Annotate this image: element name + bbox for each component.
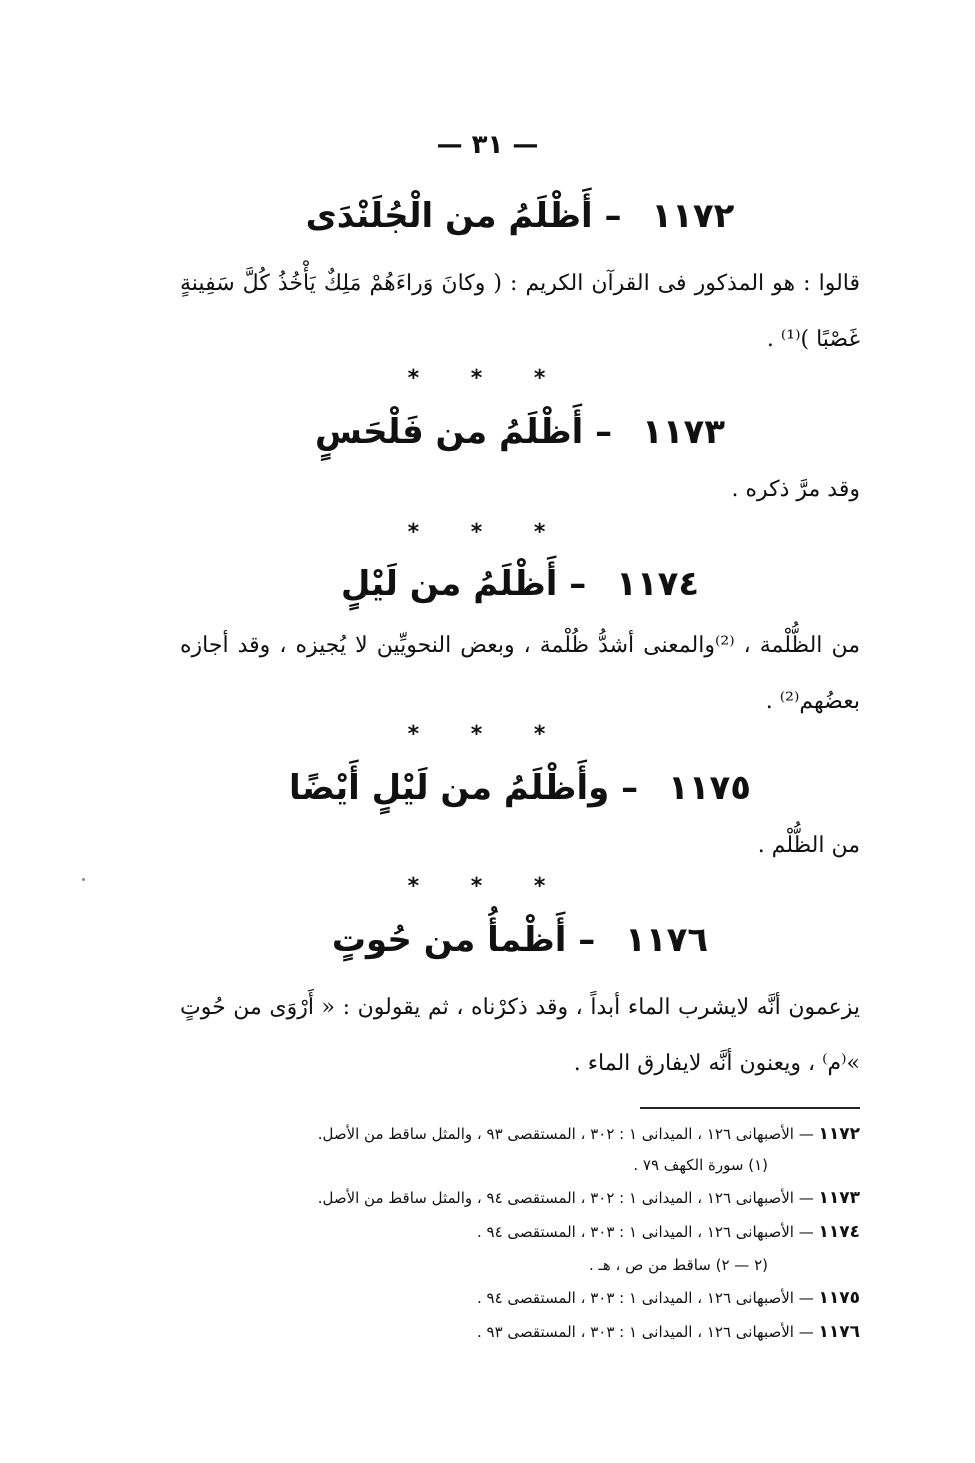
entry-text-1172: قالوا : هو المذكور فى القرآن الكريم : ( وكانَ وَراءَهُمْ مَلِكٌ يَأْخُذُ كُلَّ سَفِينةٍ غَصْبًا )⁽¹⁾ . (180, 271, 860, 352)
entry-title: أَظْلَمُ من فَلْحَسٍ (315, 412, 584, 452)
entry-number: ١١٧٢ (651, 196, 735, 236)
page-number: — ٣١ — (436, 130, 539, 160)
footnote-text: — الأصبهانى ١٢٦ ، الميدانى ١ : ٣٠٣ ، المستقصى ٩٣ . (476, 1323, 814, 1341)
separator-stars: * * * (407, 366, 568, 391)
entry-dash: – (569, 564, 587, 604)
footnote-1176 (180, 1322, 860, 1342)
separator-stars: * * * (407, 874, 568, 899)
footnote-divider (640, 1107, 860, 1109)
entry-dash: – (604, 196, 622, 236)
entry-text-1174: من الظُّلْمة ، ⁽²⁾والمعنى أشدُّ ظُلْمة ، وبعض النحويِّين لا يُجيزه ، وقد أجازه بعضُهم⁽²⁾ . (180, 633, 860, 714)
separator-stars: * * * (407, 722, 568, 747)
entry-heading-1176 (180, 920, 860, 960)
entry-title: أَظْلَمُ من لَيْلٍ (340, 564, 558, 604)
entry-dash: – (578, 920, 596, 960)
entry-text-1175: من الظُّلْم . (757, 833, 860, 858)
footnote-number: ١١٧٣ (818, 1188, 860, 1208)
entry-heading-1172 (180, 196, 860, 236)
entry-text-1173: وقد مرَّ ذكره . (731, 477, 860, 502)
entry-title: وأَظْلَمُ من لَيْلٍ أَيْضًا (289, 768, 610, 808)
scan-speck (82, 878, 85, 881)
entry-number: ١١٧٣ (641, 412, 725, 452)
footnote-1172 (180, 1124, 860, 1144)
footnote-text: — الأصبهانى ١٢٦ ، الميدانى ١ : ٣٠٣ ، المستقصى ٩٤ . (476, 1223, 814, 1241)
entry-heading-1173 (180, 412, 860, 452)
footnote-1175 (180, 1288, 860, 1308)
entry-number: ١١٧٥ (667, 768, 751, 808)
footnote-number: ١١٧٢ (818, 1124, 860, 1144)
entry-number: ١١٧٤ (616, 564, 700, 604)
footnote-text: (١) سورة الكهف ٧٩ . (633, 1156, 768, 1174)
footnote-1173 (180, 1188, 860, 1208)
footnote-1174 (180, 1222, 860, 1242)
entry-text-1176: يزعمون أنَّه لايشرب الماء أبداً ، وقد ذكرْناه ، ثم يقولون : « أَرْوَى من حُوتٍ »⁽م⁾ ، ويعنون أنَّه لايفارق الماء . (180, 995, 860, 1076)
entry-heading-1175 (180, 768, 860, 808)
footnote-text: (٢ — ٢) ساقط من ص ، هـ . (588, 1256, 768, 1274)
footnote-sub-1 (180, 1156, 860, 1174)
entry-title: أَظْمأُ من حُوتٍ (331, 920, 567, 960)
footnote-text: — الأصبهانى ١٢٦ ، الميدانى ١ : ٣٠٣ ، المستقصى ٩٤ . (476, 1289, 814, 1307)
separator-stars: * * * (407, 520, 568, 545)
entry-dash: – (621, 768, 639, 808)
entry-heading-1174 (180, 564, 860, 604)
footnote-sub-2 (180, 1256, 860, 1274)
footnote-number: ١١٧٤ (818, 1222, 860, 1242)
footnote-text: — الأصبهانى ١٢٦ ، الميدانى ١ : ٣٠٢ ، المستقصى ٩٣ ، والمثل ساقط من الأصل. (317, 1125, 814, 1143)
entry-dash: – (595, 412, 613, 452)
entry-title: أَظْلَمُ من الْجُلَنْدَى (305, 196, 593, 236)
footnote-number: ١١٧٥ (818, 1288, 860, 1308)
entry-number: ١١٧٦ (625, 920, 709, 960)
footnote-text: — الأصبهانى ١٢٦ ، الميدانى ١ : ٣٠٢ ، المستقصى ٩٤ ، والمثل ساقط من الأصل. (317, 1189, 814, 1207)
footnote-number: ١١٧٦ (818, 1322, 860, 1342)
